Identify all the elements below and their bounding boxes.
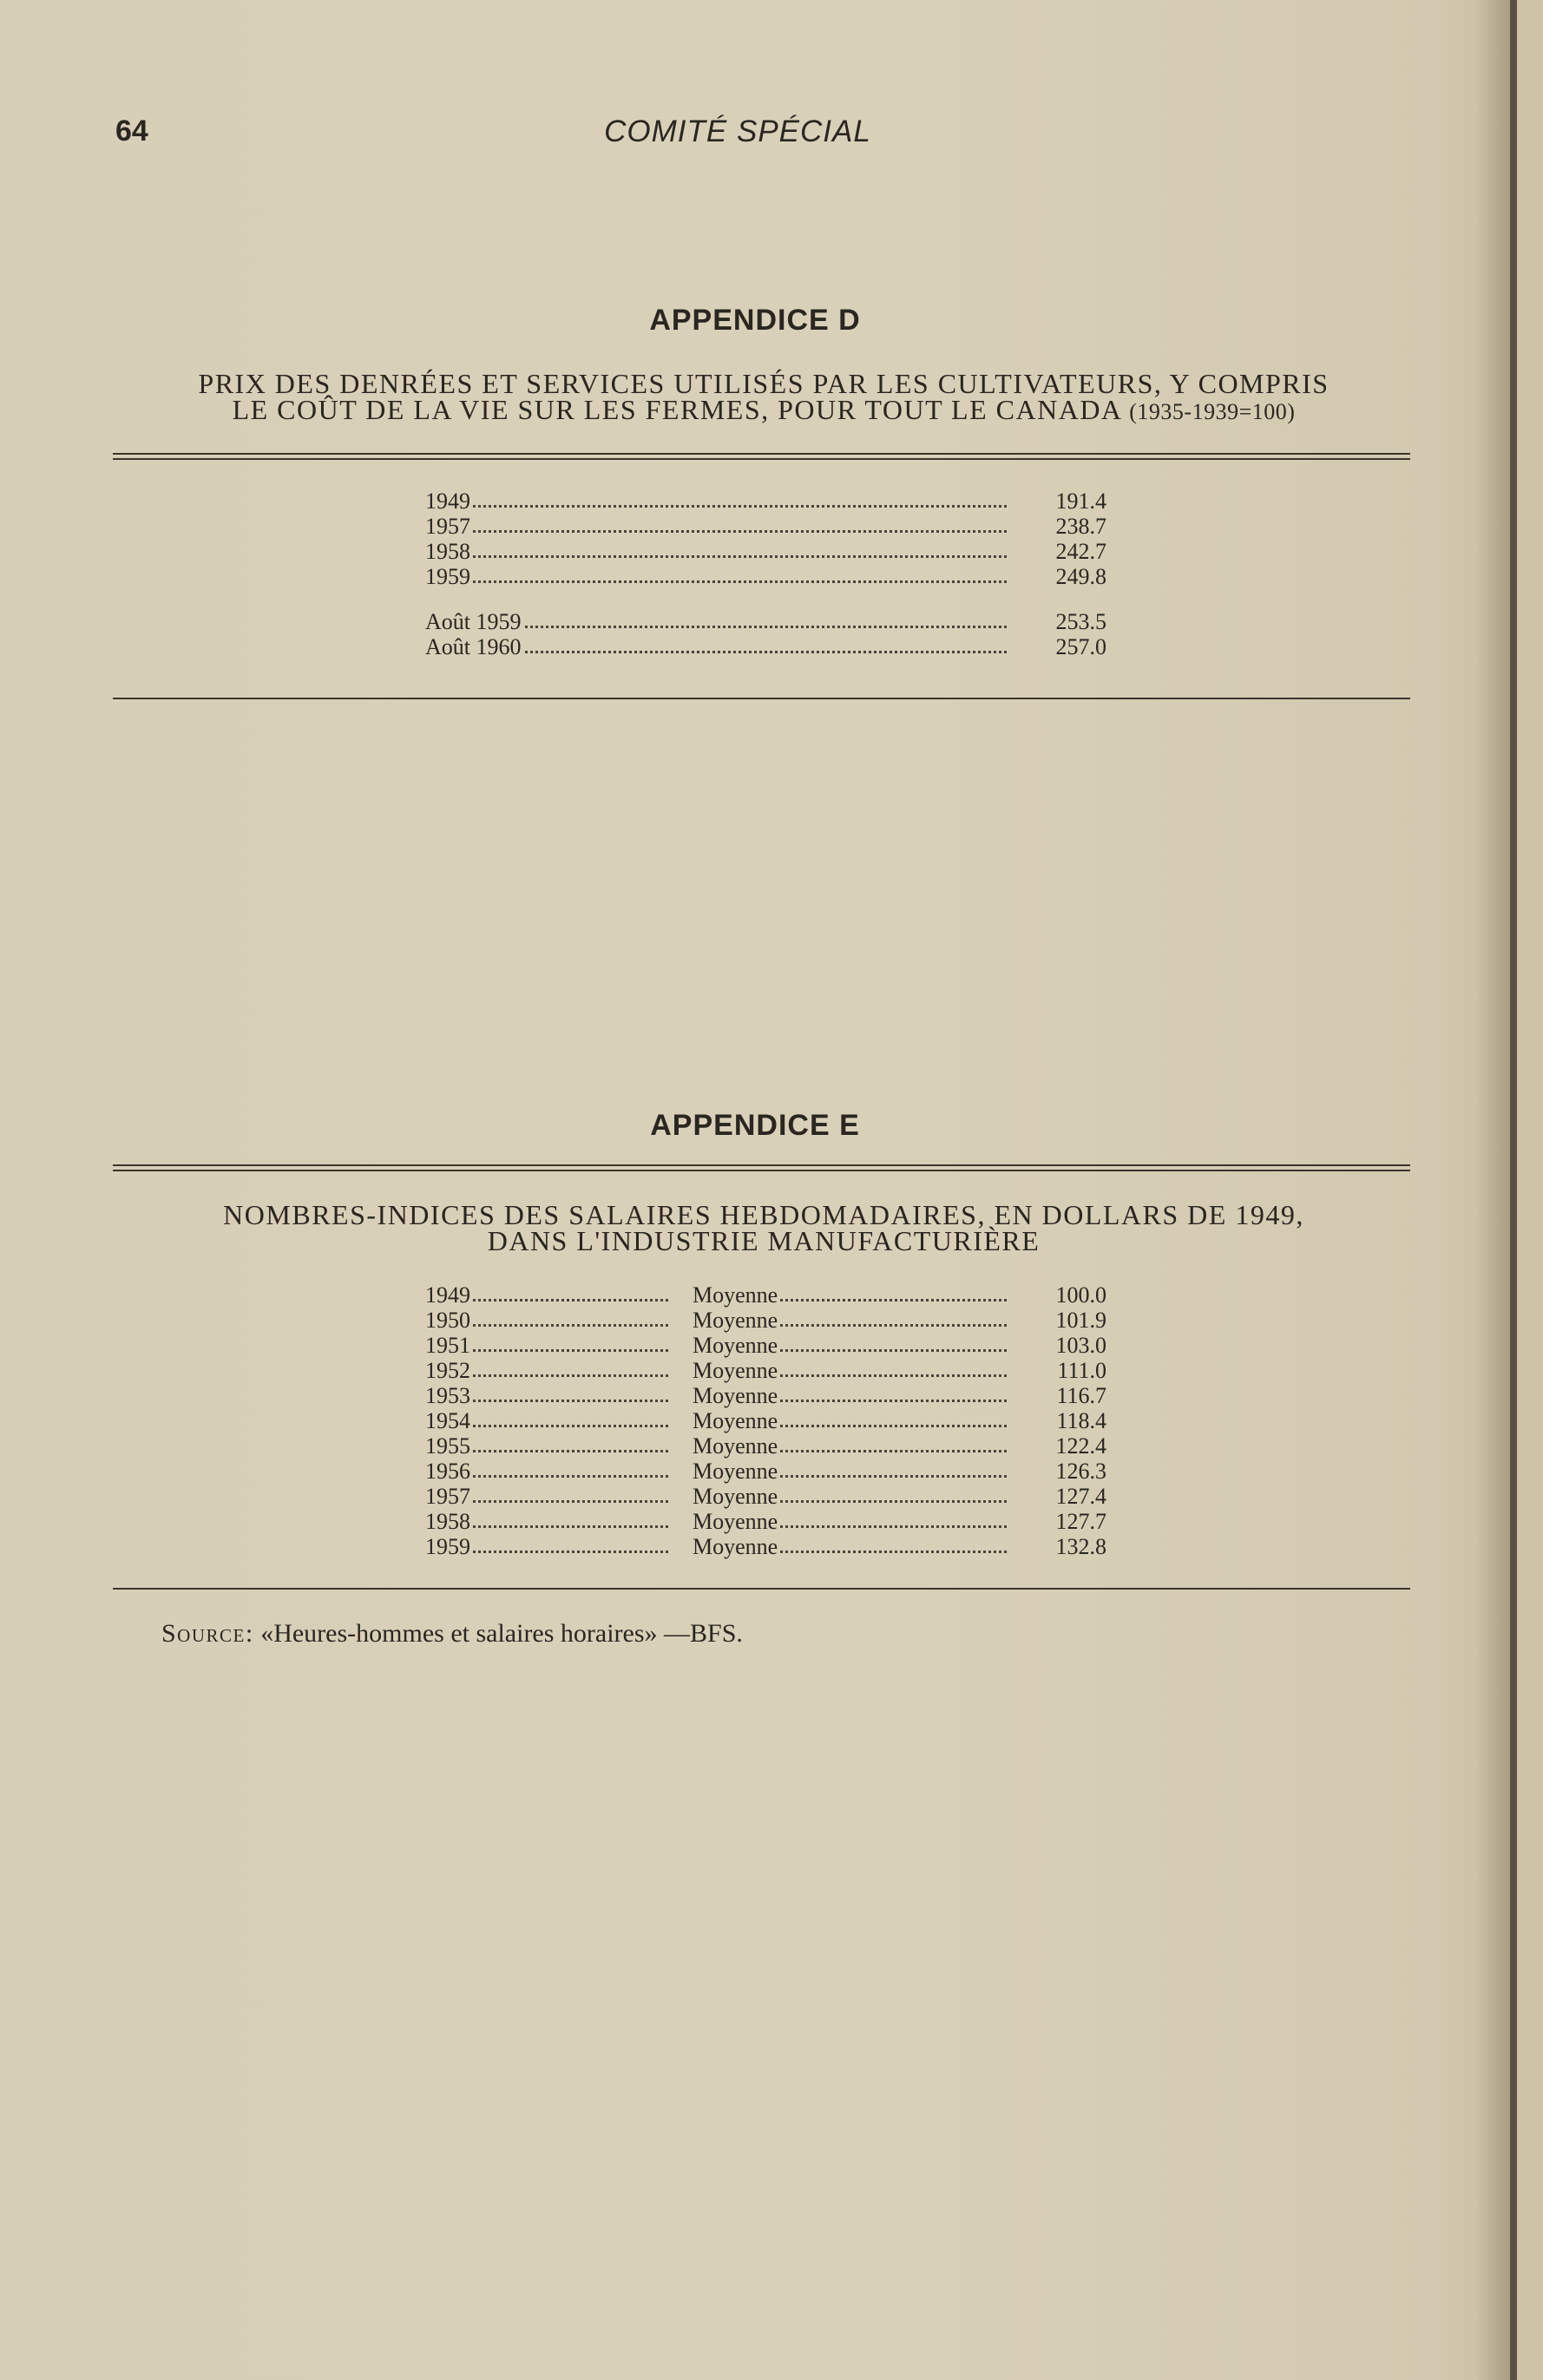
appendix-e-title: APPENDICE E: [650, 1109, 860, 1142]
table-row: [425, 564, 1111, 589]
row-label: Moyenne: [693, 1534, 778, 1559]
row-year: 1958: [425, 1509, 470, 1534]
appendix-d-table: [425, 488, 1111, 659]
appendix-d-title: APPENDICE D: [649, 304, 861, 337]
row-label: Moyenne: [693, 1433, 778, 1459]
row-value: 127.7: [1055, 1509, 1106, 1534]
row-label: 1949: [425, 488, 470, 514]
row-value: 100.0: [1055, 1282, 1106, 1308]
source-text: «Heures-hommes et salaires horaires» —BFS.: [260, 1619, 743, 1648]
row-value: 101.9: [1055, 1308, 1106, 1333]
leader-dots: [425, 580, 1007, 583]
row-value: 249.8: [1055, 564, 1106, 589]
table-row: [425, 1333, 1111, 1358]
leader-dots: [425, 555, 1007, 558]
row-label: Moyenne: [693, 1484, 778, 1509]
table-row: [425, 1282, 1111, 1308]
row-value: 116.7: [1056, 1383, 1106, 1408]
table-row: [425, 1308, 1111, 1333]
row-value: 127.4: [1055, 1484, 1106, 1509]
row-label: Moyenne: [693, 1459, 778, 1484]
row-value: 122.4: [1055, 1433, 1106, 1459]
row-year: 1952: [425, 1358, 470, 1383]
table-row: [425, 1459, 1111, 1484]
table-row: [425, 609, 1111, 634]
row-label: 1959: [425, 564, 470, 589]
appendix-e-rule-bottom: [113, 1588, 1410, 1590]
row-label: Moyenne: [693, 1358, 778, 1383]
appendix-e-caption-line2: DANS L'INDUSTRIE MANUFACTURIÈRE: [487, 1225, 1041, 1256]
binding-gutter: [1517, 0, 1543, 2380]
appendix-d-rule-top: [113, 453, 1410, 460]
table-row: [425, 1408, 1111, 1433]
row-value: 191.4: [1055, 488, 1106, 514]
binding-edge: [1510, 0, 1517, 2380]
appendix-e-table: [425, 1282, 1111, 1559]
table-row: [425, 1509, 1111, 1534]
row-label: Moyenne: [693, 1308, 778, 1333]
row-year: 1951: [425, 1333, 470, 1358]
row-label: Moyenne: [693, 1383, 778, 1408]
appendix-d-caption-line1: PRIX DES DENRÉES ET SERVICES UTILISÉS PAR LES CULTIVATEURS, Y COMPRIS: [198, 368, 1330, 399]
appendix-e-caption-line1: NOMBRES-INDICES DES SALAIRES HEBDOMADAIRES, EN DOLLARS DE 1949,: [223, 1199, 1304, 1230]
row-value: 103.0: [1055, 1333, 1106, 1358]
row-value: 111.0: [1057, 1358, 1106, 1383]
row-year: 1956: [425, 1459, 470, 1484]
row-value: 132.8: [1055, 1534, 1106, 1559]
row-label: Août 1959: [425, 609, 522, 634]
table-row: [425, 514, 1111, 539]
appendix-d-rule-bottom: [113, 698, 1410, 699]
appendix-d-caption-base: (1935-1939=100): [1129, 399, 1296, 424]
table-row: [425, 634, 1111, 659]
row-label: Moyenne: [693, 1408, 778, 1433]
row-value: 126.3: [1055, 1459, 1106, 1484]
source-label: Source:: [161, 1619, 254, 1648]
row-value: 118.4: [1056, 1408, 1106, 1433]
row-value: 257.0: [1055, 634, 1106, 659]
row-year: 1950: [425, 1308, 470, 1333]
row-label: Août 1960: [425, 634, 522, 659]
table-row: [425, 1534, 1111, 1559]
row-year: 1954: [425, 1408, 470, 1433]
table-row: [425, 1358, 1111, 1383]
table-row: [425, 539, 1111, 564]
appendix-d-caption-line2: [104, 394, 1423, 425]
appendix-d-caption-line2-text: LE COÛT DE LA VIE SUR LES FERMES, POUR TOUT LE CANADA: [232, 394, 1121, 425]
page-number: 64: [115, 115, 148, 148]
row-value: 238.7: [1055, 514, 1106, 539]
row-year: 1955: [425, 1433, 470, 1459]
table-row: [425, 1383, 1111, 1408]
row-label: 1958: [425, 539, 470, 564]
row-value: 253.5: [1055, 609, 1106, 634]
row-label: Moyenne: [693, 1282, 778, 1308]
table-row: [425, 488, 1111, 514]
row-label: Moyenne: [693, 1509, 778, 1534]
running-head: COMITÉ SPÉCIAL: [604, 115, 871, 148]
row-year: 1957: [425, 1484, 470, 1509]
appendix-e-caption: [104, 1199, 1423, 1256]
table-row: [425, 1484, 1111, 1509]
table-row: [425, 1433, 1111, 1459]
binding-shadow: [1475, 0, 1510, 2380]
appendix-e-rule-top: [113, 1164, 1410, 1171]
appendix-d-caption: [104, 370, 1423, 425]
leader-dots: [425, 505, 1007, 508]
source-note: [161, 1619, 743, 1649]
row-label: Moyenne: [693, 1333, 778, 1358]
row-year: 1953: [425, 1383, 470, 1408]
row-value: 242.7: [1055, 539, 1106, 564]
row-year: 1959: [425, 1534, 470, 1559]
leader-dots: [425, 530, 1007, 533]
row-label: 1957: [425, 514, 470, 539]
row-year: 1949: [425, 1282, 470, 1308]
